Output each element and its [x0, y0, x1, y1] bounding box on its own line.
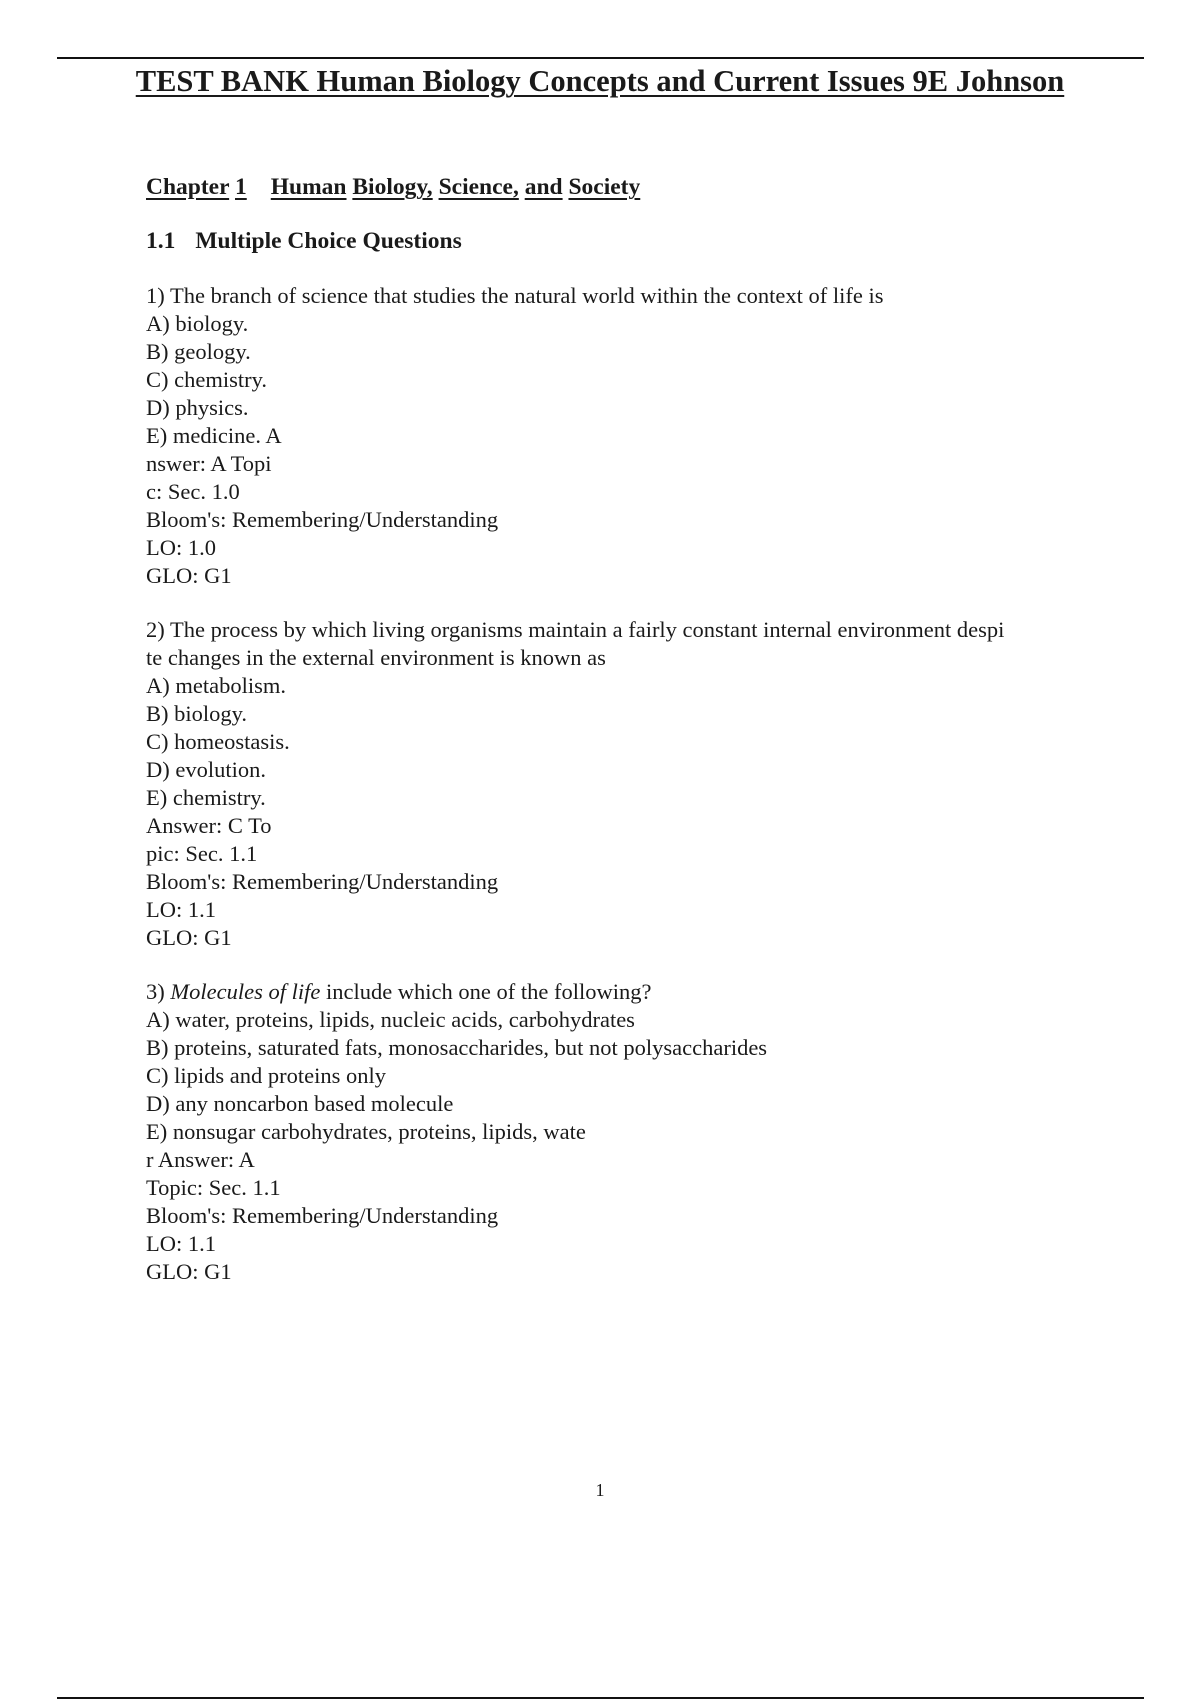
answer-option: A) metabolism. [146, 673, 286, 698]
glo-meta: GLO: G1 [146, 563, 232, 588]
answer-option: E) nonsugar carbohydrates, proteins, lipids, wate [146, 1119, 586, 1144]
topic-meta: Topic: Sec. 1.1 [146, 1175, 281, 1200]
answer-option: A) biology. [146, 311, 249, 336]
chapter-title-word: Society [568, 174, 641, 200]
top-rule [57, 57, 1144, 59]
document-body [146, 170, 1106, 1286]
document-title [0, 62, 1200, 100]
answer-option: E) medicine. A [146, 423, 282, 448]
question-stem: 1) The branch of science that studies the natural world within the context of life is [146, 283, 884, 308]
page-number: 1 [595, 1480, 605, 1500]
blooms-meta: Bloom's: Remembering/Understanding [146, 1203, 499, 1228]
topic-meta: c: Sec. 1.0 [146, 479, 240, 504]
question-3 [146, 978, 1106, 1286]
question-stem: 2) The process by which living organisms maintain a fairly constant internal environment despi [146, 617, 1005, 642]
lo-meta: LO: 1.1 [146, 897, 216, 922]
answer-option: B) geology. [146, 339, 251, 364]
answer-option: D) physics. [146, 395, 249, 420]
section-heading [146, 226, 1106, 256]
answer-meta: Answer: C To [146, 813, 272, 838]
chapter-number: 1 [235, 174, 247, 200]
glo-meta: GLO: G1 [146, 925, 232, 950]
question-stem [146, 978, 1106, 1006]
blooms-meta: Bloom's: Remembering/Understanding [146, 869, 499, 894]
blooms-meta: Bloom's: Remembering/Understanding [146, 507, 499, 532]
question-stem-continued: te changes in the external environment is known as [146, 645, 606, 670]
question-stem-italic: Molecules of life [170, 979, 321, 1004]
answer-option: D) any noncarbon based molecule [146, 1091, 454, 1116]
document-title-text: TEST BANK Human Biology Concepts and Current Issues 9E Johnson [135, 64, 1065, 98]
answer-meta: r Answer: A [146, 1147, 255, 1172]
glo-meta: GLO: G1 [146, 1259, 232, 1284]
chapter-title-word: Human [270, 174, 347, 200]
bottom-rule [57, 1697, 1144, 1699]
chapter-label: Chapter [146, 174, 230, 200]
answer-option: B) proteins, saturated fats, monosaccharides, but not polysaccharides [146, 1035, 768, 1060]
topic-meta: pic: Sec. 1.1 [146, 841, 258, 866]
answer-meta: nswer: A Topi [146, 451, 272, 476]
question-1 [146, 282, 1106, 590]
lo-meta: LO: 1.0 [146, 535, 216, 560]
answer-option: C) lipids and proteins only [146, 1063, 386, 1088]
question-2 [146, 616, 1106, 952]
lo-meta: LO: 1.1 [146, 1231, 216, 1256]
answer-option: B) biology. [146, 701, 248, 726]
question-stem-prefix: 3) [146, 979, 171, 1004]
section-number: 1.1 [146, 228, 176, 254]
answer-option: C) chemistry. [146, 367, 268, 392]
answer-option: E) chemistry. [146, 785, 266, 810]
chapter-heading [146, 170, 1106, 204]
section-title: Multiple Choice Questions [195, 228, 462, 254]
answer-option: D) evolution. [146, 757, 266, 782]
chapter-title-word: Biology, [352, 174, 433, 200]
question-stem-suffix: include which one of the following? [320, 979, 652, 1004]
answer-option: A) water, proteins, lipids, nucleic acids, carbohydrates [146, 1007, 635, 1032]
answer-option: C) homeostasis. [146, 729, 290, 754]
chapter-title-word: Science, [438, 174, 519, 200]
chapter-title-word: and [524, 174, 563, 200]
